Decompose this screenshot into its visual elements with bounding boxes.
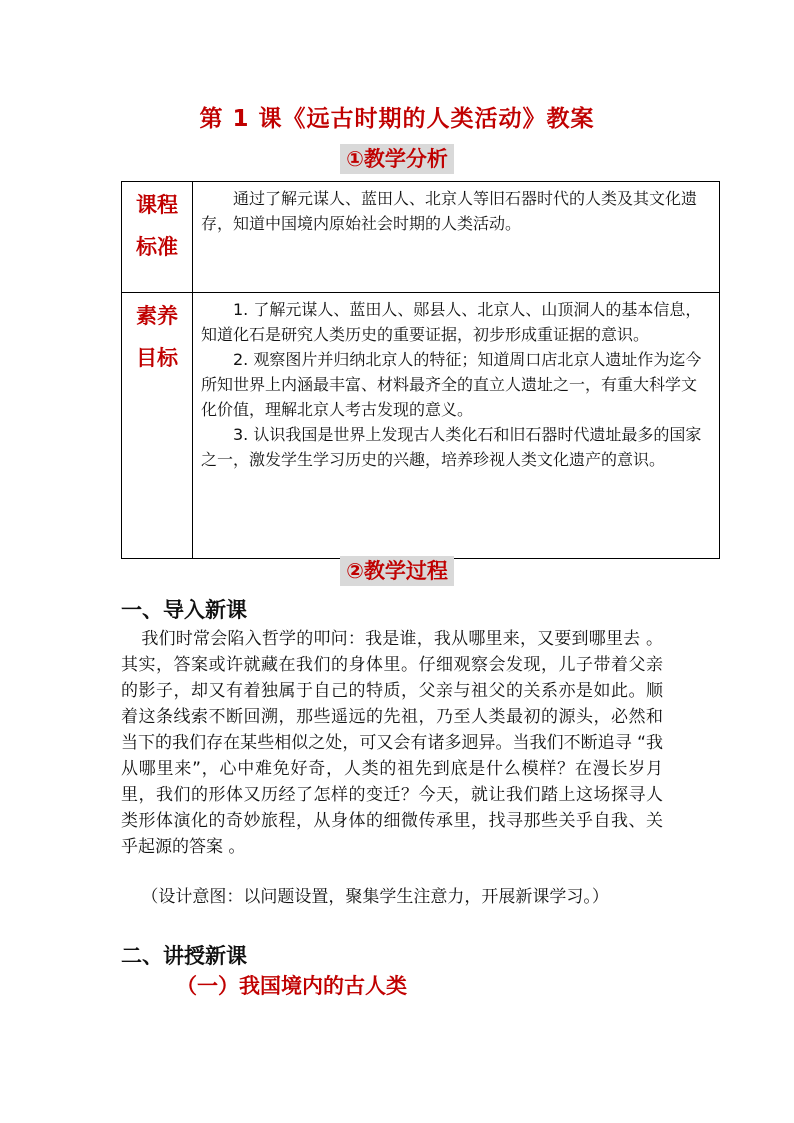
subheading-ancient-humans: （一）我国境内的古人类 [176, 974, 407, 998]
analysis-table [121, 181, 720, 559]
section-heading-analysis [0, 144, 794, 174]
label-line-1: 课程 [136, 193, 178, 217]
table-label-standard [122, 182, 193, 293]
section-heading-process [0, 556, 794, 586]
section-heading-analysis-text: ①教学分析 [340, 144, 454, 174]
table-cell-standard [193, 182, 720, 293]
goal-item-2: 2. 观察图片并归纳北京人的特征；知道周口店北京人遗址作为迄今所知世界上内涵最丰富、材料最齐全的直立人遗址之一，有重大科学文化价值，理解北京人考古发现的意义。 [201, 350, 702, 419]
table-cell-goals [193, 293, 720, 559]
label-line-2: 目标 [136, 346, 178, 370]
label-line-2: 标准 [136, 235, 178, 259]
standard-text: 通过了解元谋人、蓝田人、北京人等旧石器时代的人类及其文化遗存，知道中国境内原始社会时期的人类活动。 [201, 189, 698, 233]
label-line-1: 素养 [136, 304, 178, 328]
goal-item-1: 1. 了解元谋人、蓝田人、郧县人、北京人、山顶洞人的基本信息，知道化石是研究人类历史的重要证据，初步形成重证据的意识。 [201, 300, 702, 344]
document-title: 第 1 课《远古时期的人类活动》教案 [199, 106, 595, 132]
design-note: （设计意图：以问题设置，聚集学生注意力，开展新课学习。） [141, 887, 609, 907]
table-row-goals [122, 293, 720, 559]
heading-new-lesson: 二、讲授新课 [121, 944, 247, 968]
goal-item-3: 3. 认识我国是世界上发现古人类化石和旧石器时代遗址最多的国家之一，激发学生学习历史的兴趣，培养珍视人类文化遗产的意识。 [201, 425, 702, 469]
section-heading-process-text: ②教学过程 [340, 556, 454, 586]
intro-paragraph: 我们时常会陷入哲学的叩问：我是谁，我从哪里来，又要到哪里去 。其实，答案或许就藏在我们的身体里。仔细观察会发现，儿子带着父亲的影子，却又有着独属于自己的特质，父亲与祖父的关系亦是如此。顺着这条线索不断回溯，那些遥远的先祖，乃至人类最初的源头，必然和当下的我们存在某些相似之处，可又会有诸多迥异。当我们不断追寻 “我从哪里来”，心中难免好奇，人类的祖先到底是什么模样？在漫长岁月里，我们的形体又历经了怎样的变迁？今天，就让我们踏上这场探寻人类形体演化的奇妙旅程，从身体的细微传承里，找寻那些关乎自我、关乎起源的答案 。 [121, 629, 663, 857]
table-label-goals [122, 293, 193, 559]
heading-intro: 一、导入新课 [121, 598, 247, 622]
table-row-standard [122, 182, 720, 293]
